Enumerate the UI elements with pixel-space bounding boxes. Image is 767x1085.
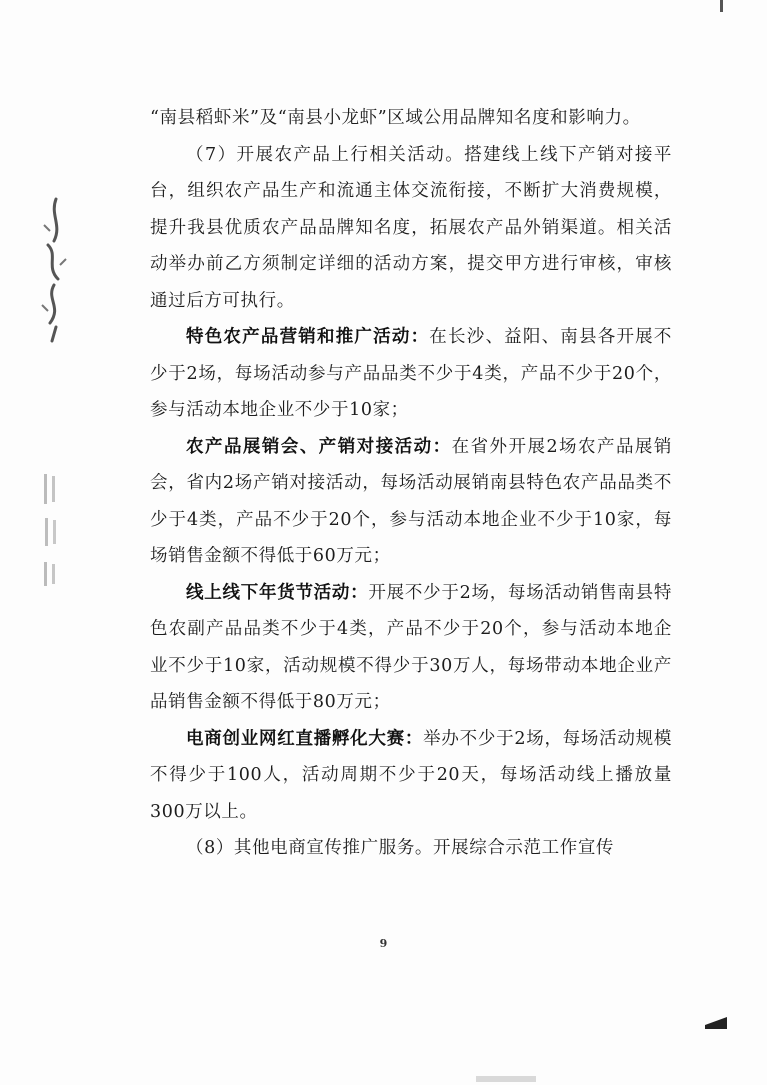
paragraph-text: （7）开展农产品上行相关活动。搭建线上线下产销对接平台，组织农产品生产和流通主体交流衔接，不断扩大消费规模，提升我县优质农产品品牌知名度，拓展农产品外销渠道。相关活动举办前乙方须制定详细的活动方案，提交甲方进行审核，审核通过后方可执行。 [150,144,672,311]
binding-marks-icon [40,470,64,590]
paragraph-specialty-marketing [150,319,672,429]
scan-tick-mark [720,0,723,12]
paragraph-text: 开展不少于2场，每场活动销售南县特色农副产品品类不少于4类，产品不少于20个，参与活动本地企业不少于10家，活动规模不得少于30万人，每场带动本地企业产品销售金额不得低于80万元； [150,582,672,712]
paragraph-text: （8）其他电商宣传推广服务。开展综合示范工作宣传 [186,838,615,858]
scan-smudge [476,1076,536,1082]
paragraph-text: 举办不少于2场，每场活动规模不得少于100人，活动周期不少于20天，每场活动线上播放量300万以上。 [150,728,672,822]
seal-fragment-icon [36,195,70,345]
page-number: 9 [379,937,388,950]
paragraph-text: 在省外开展2场农产品展销会，省内2场产销对接活动，每场活动展销南县特色农产品品类不少于4类，产品不少于20个，参与活动本地企业不少于10家，每场销售金额不得低于60万元； [150,436,672,566]
paragraph-section-7 [150,137,672,320]
paragraph-expo-matchmaking [150,429,672,575]
paragraph-text: “南县稻虾米”及“南县小龙虾”区域公用品牌知名度和影响力。 [150,108,641,128]
paragraph-livestream-contest [150,721,672,831]
paragraph-section-8 [150,830,672,867]
paragraph-new-year-festival [150,575,672,721]
paragraph-heading: 线上线下年货节活动： [186,582,369,603]
corner-tab-icon [703,1015,729,1031]
paragraph-text: 在长沙、益阳、南县各开展不少于2场，每场活动参与产品品类不少于4类，产品不少于20个，参与活动本地企业不少于10家； [150,327,672,420]
paragraph-heading: 特色农产品营销和推广活动： [186,327,430,347]
paragraph-heading: 电商创业网红直播孵化大赛： [186,728,424,749]
paragraph-brand-impact [150,100,672,137]
document-body [150,100,672,867]
paragraph-heading: 农产品展销会、产销对接活动： [186,436,452,457]
